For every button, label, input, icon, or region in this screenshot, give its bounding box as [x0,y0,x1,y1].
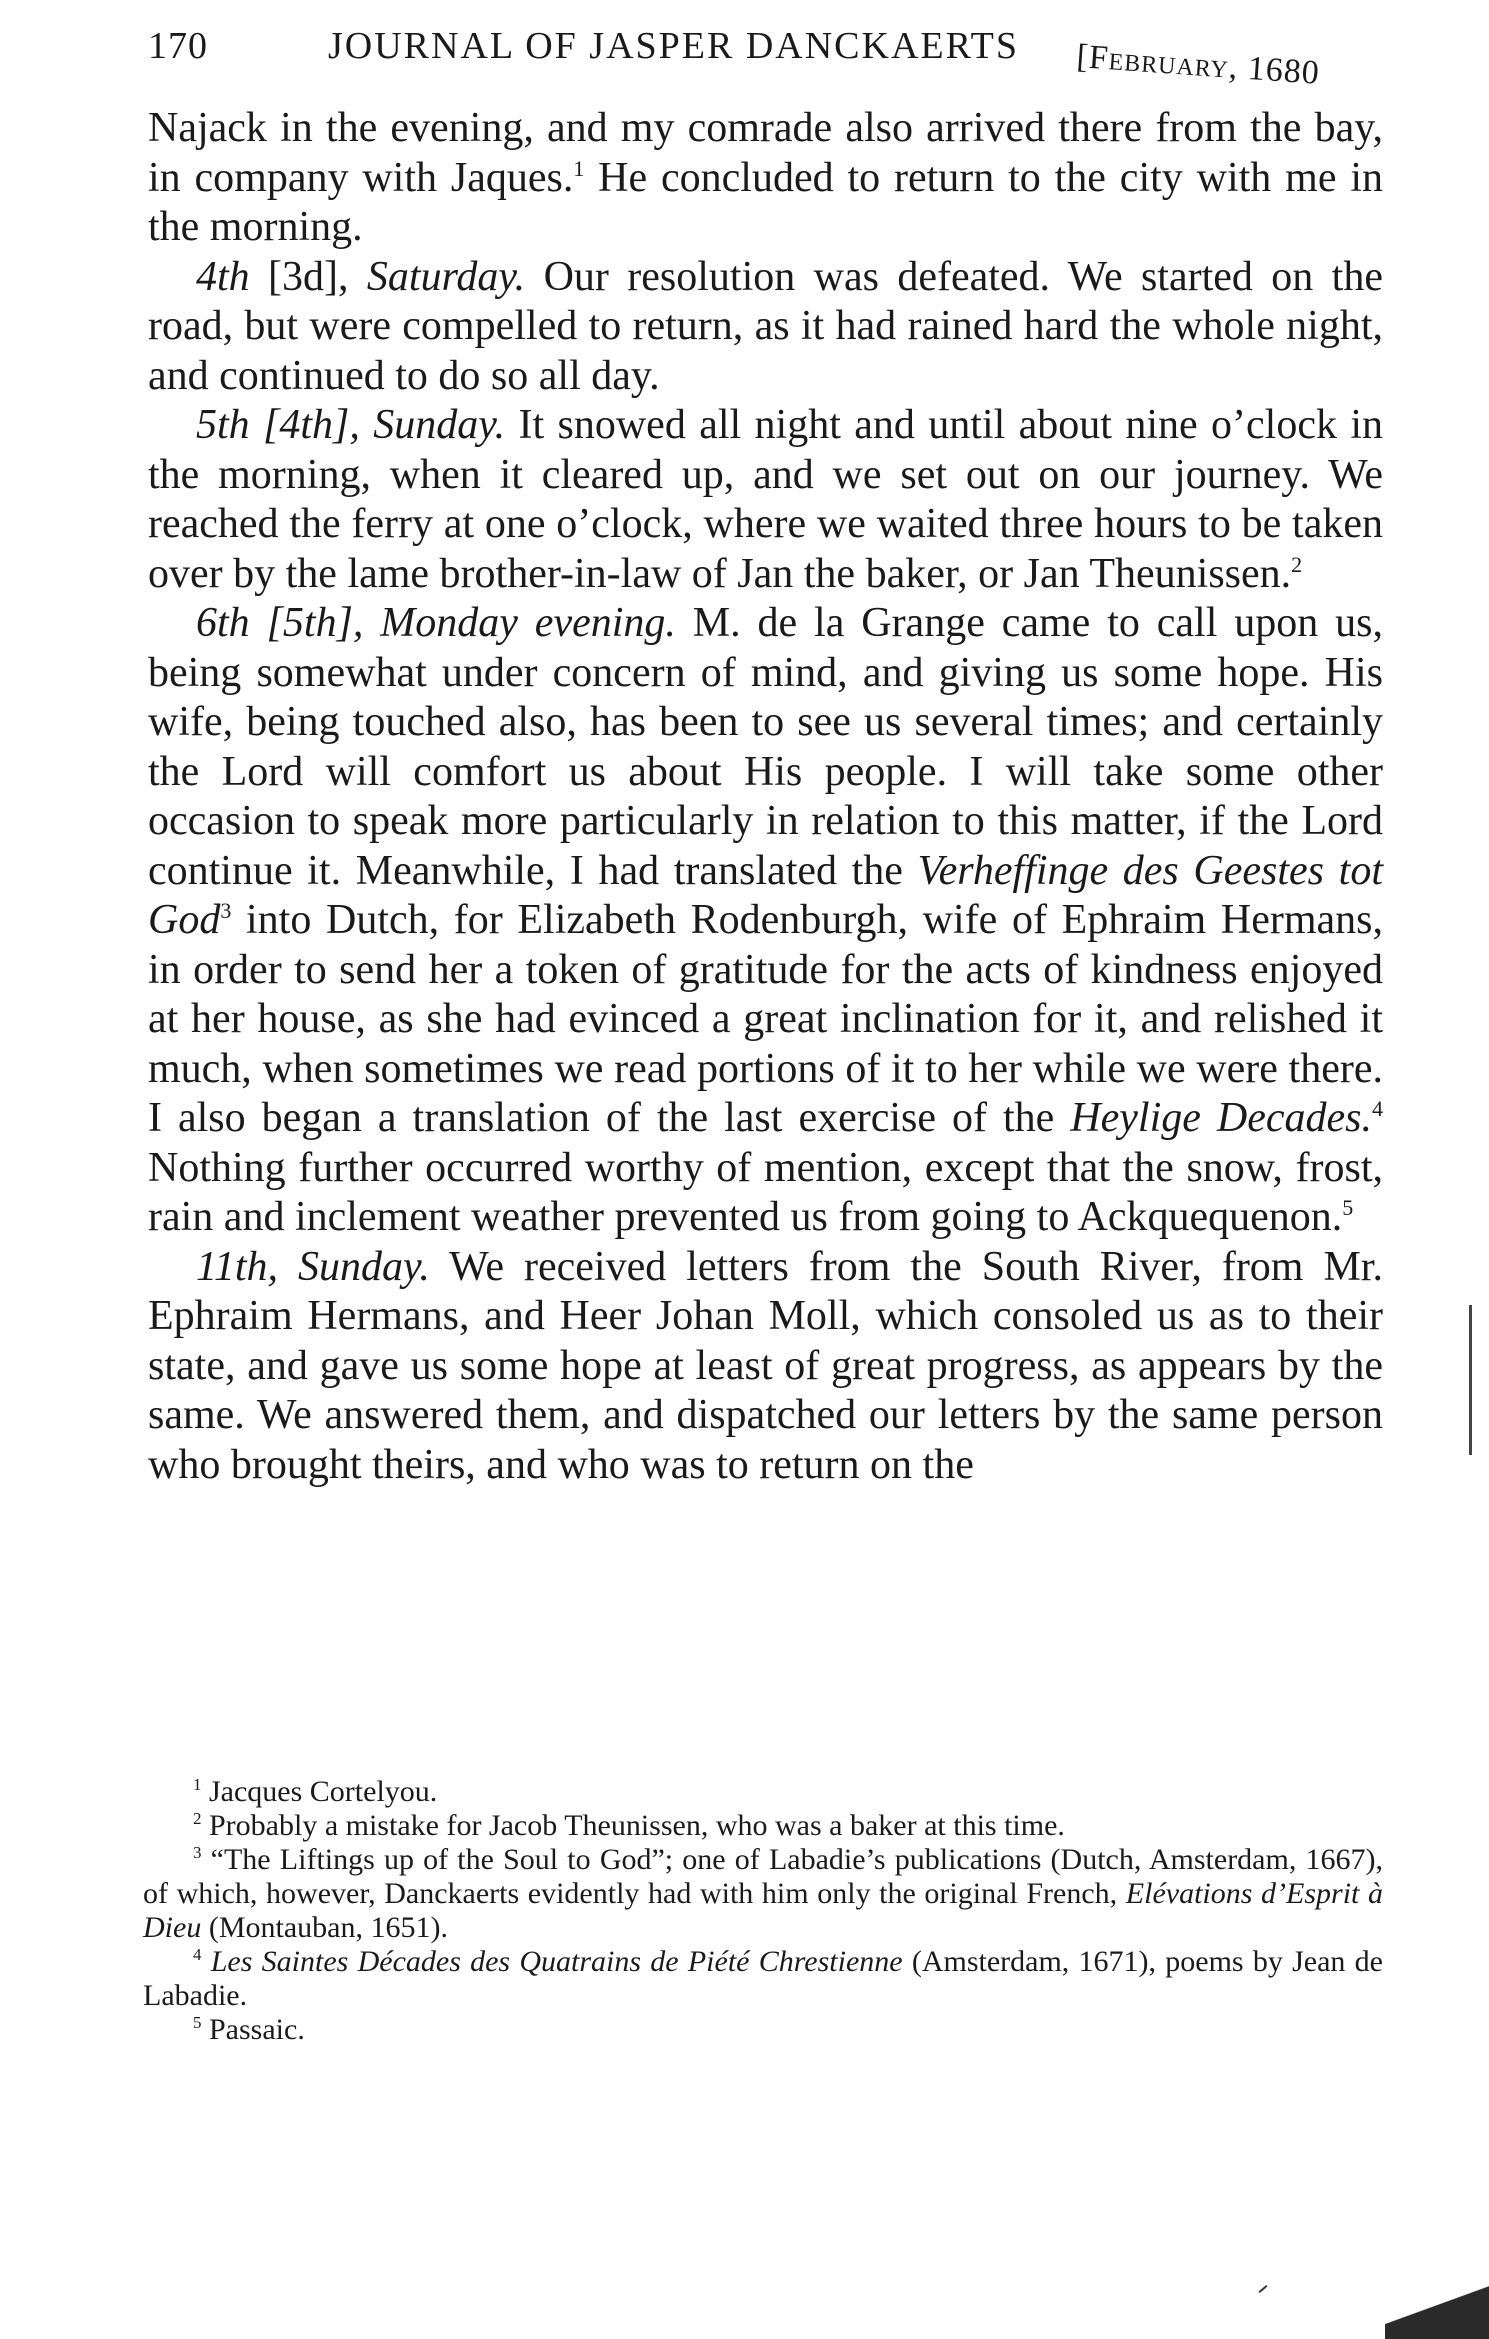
footnote-number: 1 [193,1775,202,1794]
entry-text: into Dutch, for Elizabeth Rodenburgh, wife of Ephraim Hermans, in order to send her a token of gratitude for the acts of kindness enjoyed at her house, as she had evinced a great inclination for it, and relished it much, when sometimes we read portions of it to her while we were there. I also began a translation of the last exercise of the [148,897,1383,1141]
footnote-ref[interactable]: 5 [1342,1195,1354,1220]
entry-text: We received letters from the South River, from Mr. Ephraim Hermans, and Heer Johan Moll, which consoled us as to their state, and gave us some hope at least of great progress, as appears by the same. We answered them, and dispatched our letters by the same person who brought theirs, and who was to return on the [148,1243,1383,1488]
entry-text: Our resolution was defeated. We started on the road, but were compelled to return, as it had rained hard the whole night, and continued to do so all day. [148,253,1383,399]
entry-date: 6th [5th], Monday evening. [196,600,676,646]
footnote-text: (Montauban, 1651). [201,1911,448,1944]
entry-4th [148,253,1383,402]
header-year: 1680 [1246,49,1322,92]
running-header [148,14,1398,92]
header-month: [February, [1075,38,1240,87]
footnote-number: 5 [193,2013,202,2032]
entry-date: 4th [196,253,250,300]
entry-text: M. de la Grange came to call upon us, being somewhat under concern of mind, and giving us some hope. His wife, being touched also, has been to see us several times; and certainly the Lord will comfort us about His people. I will take some other occasion to speak more particularly in relation to this matter, if the Lord continue it. Meanwhile, I had translated the [148,600,1383,894]
text-span: Najack in the evening, and my comrade also arrived there from the bay, in company with Jaques. [148,105,1383,201]
journal-body [148,104,1383,1490]
entry-text: It snowed all night and until about nine o’clock in the morning, when it cleared up, and we set out on our journey. We reached the ferry at one o’clock, where we waited three hours to be taken over by the lame brother-in-law of Jan the baker, or Jan Theunissen. [148,402,1384,597]
footnote-number: 2 [193,1809,202,1828]
entry-date: 11th, Sunday. [196,1243,430,1290]
book-title: Verheffinge des Geestes tot God [148,847,1383,943]
text-span: He concluded to return to the city with me in the morning. [148,154,1383,250]
footnote-ref[interactable]: 3 [220,898,232,923]
page-number: 170 [148,25,208,67]
footnote-text: Passaic. [201,2013,305,2046]
entry-text: Nothing further occurred worthy of mention, except that the snow, frost, rain and inclement weather prevented us from going to Ackquequenon. [148,1144,1383,1240]
paragraph-continued [148,104,1383,253]
footnote-ref[interactable]: 4 [1372,1096,1384,1121]
footnote-3 [143,1843,1383,1945]
footnote-title: Elévations d’Esprit à Dieu [143,1877,1383,1944]
footnote-text: Probably a mistake for Jacob Theunissen, who was a baker at this time. [201,1809,1065,1842]
footnote-5 [143,2013,1383,2047]
entry-11th [148,1243,1383,1491]
footnote-number: 4 [193,1945,202,1964]
entry-date: 5th [4th], Sunday. [196,402,506,448]
footnote-number: 3 [193,1843,202,1862]
margin-mark [1469,1305,1472,1455]
footnote-text: (Amsterdam, 1671), poems by Jean de Labadie. [143,1945,1383,2012]
footnote-1 [143,1775,1383,1809]
footnote-4 [143,1945,1383,2013]
page-corner-shadow [1385,2280,1489,2339]
entry-bracket: [3d], [249,253,367,300]
footnote-title: Les Saintes Décades des Quatrains de Piété Chrestienne [210,1945,903,1978]
book-title: Heylige Decades. [1070,1095,1373,1141]
footnote-2 [143,1809,1383,1843]
pencil-tick [1259,2285,1268,2293]
footnotes [143,1775,1383,2047]
footnote-text: Jacques Cortelyou. [201,1775,438,1808]
entry-day: Saturday. [366,253,526,300]
footnote-ref[interactable]: 1 [573,155,585,181]
entry-5th [148,401,1383,599]
footnote-text: “The Liftings up of the Soul to God”; one of Labadie’s publications (Dutch, Amsterdam, 1667), of which, however, Danckaerts evidently had with him only the original French, [143,1843,1383,1910]
footnote-ref[interactable]: 2 [1291,551,1303,577]
running-title: JOURNAL OF JASPER DANCKAERTS [328,25,1020,67]
header-date [1075,38,1321,93]
entry-6th [148,599,1383,1243]
